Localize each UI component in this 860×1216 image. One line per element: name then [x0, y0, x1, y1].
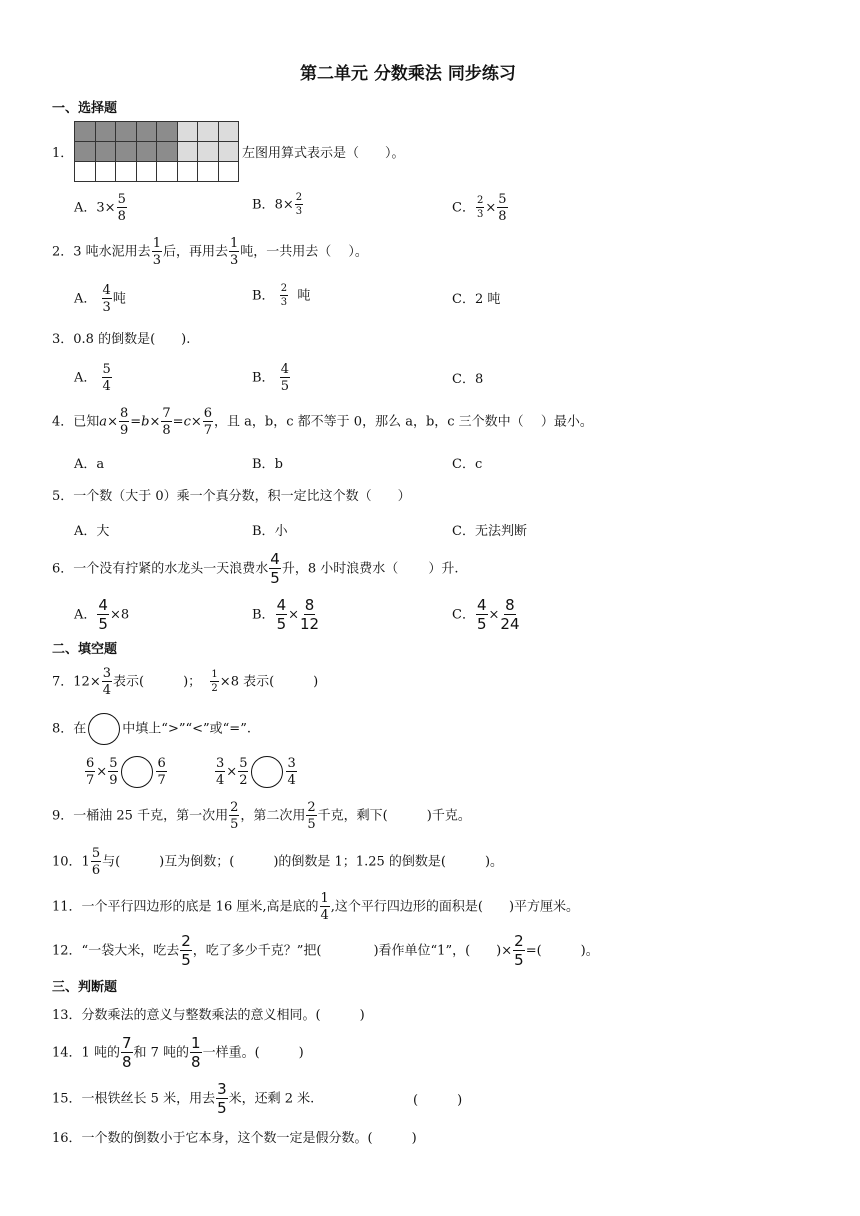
option-c[interactable]: C．2 吨	[452, 292, 501, 307]
fraction: $\frac{1}{2}$	[211, 669, 218, 694]
grid-cell	[218, 122, 239, 142]
section-heading-judge: 三、判断题	[52, 980, 118, 995]
option-a[interactable]: A． $\frac{5}{4}$	[74, 362, 111, 394]
fraction: $\frac{1}{3}$	[229, 236, 239, 268]
question-15: 15．一根铁丝长 5 米，用去 $\frac{3}{5}$ 米，还剩 2 米.	[52, 1080, 315, 1117]
option-c[interactable]: C．无法判断	[452, 524, 527, 539]
grid-cell	[95, 122, 116, 142]
option-c[interactable]: C． $\frac{4}{5}$ × $\frac{8}{24}$	[452, 596, 520, 633]
option-b[interactable]: B． $\frac{2}{3}$ 吨	[252, 283, 311, 308]
fraction: $\frac{7}{8}$	[162, 406, 171, 438]
grid-cell	[136, 162, 157, 182]
option-a[interactable]: A．3× $\frac{5}{8}$	[74, 192, 126, 224]
question-5: 5．一个数（大于 0）乘一个真分数，积一定比这个数（ ）	[52, 489, 411, 504]
grid-row	[75, 142, 239, 162]
fraction: $\frac{2}{3}$	[476, 195, 484, 220]
grid-cell	[95, 162, 116, 182]
fraction: $\frac{4}{5}$	[98, 596, 108, 633]
fraction: $\frac{5}{8}$	[117, 192, 126, 224]
question-2: 2．3 吨水泥用去 $\frac{1}{3}$ 后，再用去 $\frac{1}{3}$ 吨，一共用去（ ）。	[52, 236, 368, 268]
fraction: $\frac{2}{5}$	[514, 932, 524, 969]
grid-cell	[136, 142, 157, 162]
fraction-grid-figure	[74, 121, 239, 182]
question-13: 13．分数乘法的意义与整数乘法的意义相同。( )	[52, 1008, 365, 1023]
fraction: $\frac{6}{7}$	[157, 756, 166, 788]
grid-cell	[177, 162, 198, 182]
option-b[interactable]: B． $\frac{4}{5}$	[252, 362, 289, 394]
grid-cell	[218, 142, 239, 162]
option-a[interactable]: A． $\frac{4}{3}$ 吨	[74, 283, 126, 315]
page-title: 第二单元 分数乘法 同步练习	[300, 64, 516, 84]
grid-cell	[75, 122, 96, 142]
fraction: $\frac{8}{9}$	[119, 406, 129, 438]
compare-expression-2: $\frac{3}{4}$ × $\frac{5}{2}$ $\frac{3}{4}$	[216, 756, 296, 788]
grid-cell	[157, 122, 178, 142]
answer-circle[interactable]	[251, 756, 283, 788]
question-4: 4．已知a× $\frac{8}{9}$ =b× $\frac{7}{8}$ =c× $\frac{6}{7}$ ，且 a，b，c 都不等于 0，那么 a，b，c 三个数中（ ）最小。	[52, 406, 593, 438]
fraction: $\frac{7}{8}$	[121, 1034, 132, 1071]
grid-cell	[198, 122, 219, 142]
compare-expression-1: $\frac{6}{7}$ × $\frac{5}{9}$ $\frac{6}{7}$	[86, 756, 166, 788]
option-b[interactable]: B．b	[252, 457, 283, 472]
option-b[interactable]: B．小	[252, 524, 288, 539]
fraction: $\frac{2}{5}$	[181, 932, 191, 969]
question-10: 10．1 $\frac{5}{6}$ 与( )互为倒数；( )的倒数是 1；1.25 的倒数是( )。	[52, 846, 504, 878]
option-a[interactable]: A． $\frac{4}{5}$ ×8	[74, 596, 130, 633]
option-b[interactable]: B． $\frac{4}{5}$ × $\frac{8}{12}$	[252, 596, 320, 633]
fraction: $\frac{2}{5}$	[307, 800, 316, 832]
fraction: $\frac{5}{2}$	[239, 756, 248, 788]
fraction: $\frac{4}{5}$	[476, 596, 487, 633]
fraction: $\frac{2}{3}$	[295, 192, 303, 217]
question-12: 12．“一袋大米，吃去 $\frac{2}{5}$ ，吃了多少千克？”把( )看作单位“1”，( )× $\frac{2}{5}$ =( )。	[52, 932, 599, 969]
grid-cell	[177, 142, 198, 162]
grid-cell	[136, 122, 157, 142]
question-number: 1．	[52, 146, 74, 161]
option-a[interactable]: A．a	[74, 457, 105, 472]
fraction: $\frac{2}{3}$	[280, 283, 288, 308]
answer-parentheses[interactable]: ( )	[413, 1093, 463, 1108]
option-c[interactable]: C．8	[452, 372, 484, 387]
grid-row	[75, 122, 239, 142]
answer-circle[interactable]	[121, 756, 153, 788]
fraction: $\frac{3}{4}$	[102, 666, 111, 698]
fraction: $\frac{1}{3}$	[152, 236, 161, 268]
fraction: $\frac{5}{8}$	[498, 192, 507, 224]
grid-cell	[116, 162, 137, 182]
fraction: $\frac{5}{4}$	[102, 362, 111, 394]
fraction: $\frac{3}{4}$	[287, 756, 296, 788]
fraction: $\frac{1}{8}$	[191, 1034, 201, 1071]
fraction: $\frac{6}{7}$	[86, 756, 95, 788]
fraction: $\frac{5}{9}$	[109, 756, 118, 788]
grid-cell	[157, 142, 178, 162]
question-8: 8．在 中填上“>”“<”或“=”.	[52, 713, 251, 745]
question-11: 11．一个平行四边形的底是 16 厘米,高是底的 $\frac{1}{4}$ ,这个平行四边形的面积是( )平方厘米。	[52, 891, 580, 923]
option-c[interactable]: C．c	[452, 457, 483, 472]
blank-circle[interactable]	[88, 713, 120, 745]
question-6: 6．一个没有拧紧的水龙头一天浪费水 $\frac{4}{5}$ 升，8 小时浪费水（ ）升.	[52, 550, 459, 587]
fraction: $\frac{4}{5}$	[280, 362, 289, 394]
fraction: $\frac{5}{6}$	[91, 846, 101, 878]
fraction: $\frac{1}{4}$	[320, 891, 329, 923]
option-b[interactable]: B．8× $\frac{2}{3}$	[252, 192, 303, 217]
grid-cell	[218, 162, 239, 182]
fraction: $\frac{8}{12}$	[300, 596, 320, 633]
fraction: $\frac{4}{3}$	[102, 283, 111, 315]
fraction: $\frac{3}{4}$	[216, 756, 225, 788]
fraction: $\frac{6}{7}$	[203, 406, 213, 438]
question-text: 左图用算式表示是（ ）。	[242, 146, 405, 161]
fraction: $\frac{4}{5}$	[276, 596, 287, 633]
option-c[interactable]: C． $\frac{2}{3}$ × $\frac{5}{8}$	[452, 192, 507, 224]
grid-cell	[198, 162, 219, 182]
fraction: $\frac{4}{5}$	[270, 550, 280, 587]
grid-cell	[95, 142, 116, 162]
option-a[interactable]: A．大	[74, 524, 110, 539]
grid-cell	[116, 122, 137, 142]
question-3: 3．0.8 的倒数是( ).	[52, 332, 191, 347]
fraction: $\frac{8}{24}$	[500, 596, 520, 633]
section-heading-fill: 二、填空题	[52, 642, 118, 657]
fraction: $\frac{3}{5}$	[217, 1080, 227, 1117]
grid-cell	[177, 122, 198, 142]
question-14: 14．1 吨的 $\frac{7}{8}$ 和 7 吨的 $\frac{1}{8}$ 一样重。( )	[52, 1034, 304, 1071]
question-9: 9．一桶油 25 千克，第一次用 $\frac{2}{5}$ ，第二次用 $\frac{2}{5}$ 千克，剩下( )千克。	[52, 800, 471, 832]
grid-cell	[157, 162, 178, 182]
grid-cell	[75, 142, 96, 162]
fraction: $\frac{2}{5}$	[230, 800, 239, 832]
grid-cell	[198, 142, 219, 162]
grid-row	[75, 162, 239, 182]
grid-cell	[75, 162, 96, 182]
question-7: 7．12× $\frac{3}{4}$ 表示( )； $\frac{1}{2}$ ×8 表示( )	[52, 666, 319, 698]
question-16: 16．一个数的倒数小于它本身，这个数一定是假分数。( )	[52, 1131, 417, 1146]
section-heading-choice: 一、选择题	[52, 101, 118, 116]
grid-cell	[116, 142, 137, 162]
